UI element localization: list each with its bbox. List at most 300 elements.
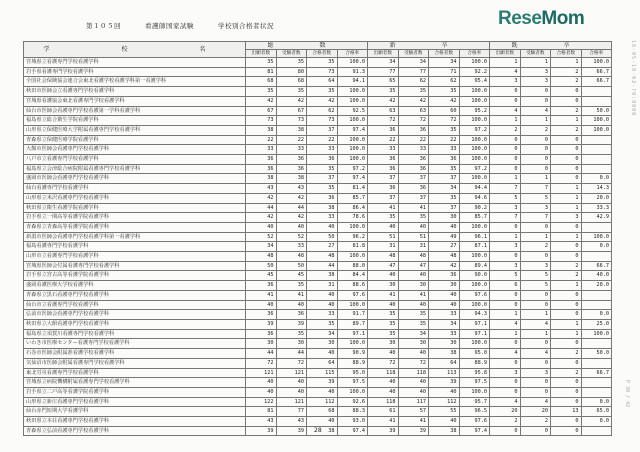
table-cell: 0: [490, 96, 521, 106]
exam-round: 第１０５回: [86, 22, 121, 30]
table-cell: 0: [551, 426, 582, 436]
table-cell: 3: [520, 77, 551, 87]
school-name: 秋田市医師会立看護専門学校看護学科: [24, 87, 246, 97]
table-cell: 64: [429, 358, 460, 368]
table-cell: 0: [551, 87, 582, 97]
table-cell: 35: [276, 329, 307, 339]
table-cell: 66.7: [581, 368, 612, 378]
table-cell: 13: [551, 407, 582, 417]
table-cell: 38: [307, 203, 338, 213]
table-cell: 0: [520, 358, 551, 368]
table-cell: 0: [551, 339, 582, 349]
table-cell: 42: [276, 213, 307, 223]
table-cell: 96.1: [459, 232, 490, 242]
table-cell: 73: [307, 116, 338, 126]
table-cell: 41: [276, 290, 307, 300]
table-cell: 0: [551, 290, 582, 300]
table-cell: 100.0: [459, 135, 490, 145]
table-cell: 35: [429, 193, 460, 203]
table-cell: 65: [368, 77, 399, 87]
table-cell: 50: [246, 261, 277, 271]
table-cell: 95.4: [459, 77, 490, 87]
table-cell: 1: [490, 329, 521, 339]
school-name: 石巻市医師会附属准看護学校看護学科: [24, 349, 246, 359]
table-cell: 1: [490, 232, 521, 242]
table-cell: 66.7: [581, 77, 612, 87]
table-cell: 3: [490, 261, 521, 271]
table-cell: 1: [490, 116, 521, 126]
table-cell: 0: [490, 378, 521, 388]
table-cell: 39: [307, 378, 338, 388]
table-cell: 100.0: [459, 300, 490, 310]
table-cell: 72: [368, 358, 399, 368]
table-cell: 14.3: [581, 184, 612, 194]
table-row: [24, 87, 612, 97]
table-cell: 48: [398, 252, 429, 262]
table-cell: 100.0: [459, 339, 490, 349]
results-table: [23, 41, 612, 436]
table-cell: 100.0: [581, 116, 612, 126]
table-cell: 88.9: [459, 358, 490, 368]
table-cell: 43: [246, 184, 277, 194]
table-cell: 42: [276, 193, 307, 203]
table-cell: 97.5: [459, 378, 490, 388]
table-cell: 22: [368, 135, 399, 145]
table-cell: 38: [276, 125, 307, 135]
table-cell: 34: [368, 58, 399, 68]
table-cell: 86.4: [337, 203, 368, 213]
table-cell: 97.6: [459, 417, 490, 427]
table-row: [24, 106, 612, 116]
school-name: 秋田県立本荘看護専門学校看護学科: [24, 417, 246, 427]
table-cell: 112: [429, 397, 460, 407]
column-header: 出願者数: [490, 50, 521, 58]
table-cell: 36: [276, 164, 307, 174]
table-cell: 35: [368, 213, 399, 223]
table-cell: 44: [246, 203, 277, 213]
exam-name: 看護師国家試験: [145, 22, 194, 30]
table-row: [24, 203, 612, 213]
table-row: [24, 378, 612, 388]
table-cell: 34: [398, 58, 429, 68]
table-cell: 40: [276, 387, 307, 397]
table-cell: 5: [520, 271, 551, 281]
table-cell: 0: [520, 426, 551, 436]
table-cell: 80: [276, 67, 307, 77]
school-name: 仙台看護専門学校看護学科: [24, 184, 246, 194]
table-row: [24, 174, 612, 184]
table-row: [24, 96, 612, 106]
column-header: 受験者数: [398, 50, 429, 58]
table-cell: 81.4: [337, 184, 368, 194]
table-cell: 35: [307, 87, 338, 97]
table-cell: 40: [398, 387, 429, 397]
table-cell: 4: [490, 397, 521, 407]
group-header-total: 総 数: [246, 42, 368, 50]
table-cell: 0: [490, 222, 521, 232]
table-cell: 2: [551, 106, 582, 116]
table-cell: 87.1: [459, 242, 490, 252]
table-cell: 34: [246, 242, 277, 252]
table-cell: 42: [398, 96, 429, 106]
table-cell: 34: [429, 58, 460, 68]
table-cell: 62: [429, 77, 460, 87]
table-cell: 118: [368, 368, 399, 378]
table-cell: 40: [368, 378, 399, 388]
table-cell: 39: [246, 426, 277, 436]
page-number: 28: [314, 427, 322, 434]
table-cell: 4: [520, 319, 551, 329]
table-cell: 0: [551, 222, 582, 232]
table-cell: 72: [368, 116, 399, 126]
table-cell: 57: [398, 407, 429, 417]
table-cell: 1: [520, 58, 551, 68]
table-cell: 5: [520, 281, 551, 291]
table-cell: 36: [398, 164, 429, 174]
school-name: 青森県立黒石看護専門学校看護学科: [24, 290, 246, 300]
table-cell: 36: [246, 310, 277, 320]
table-cell: 91.7: [337, 310, 368, 320]
table-cell: 94.1: [337, 77, 368, 87]
table-cell: 30: [276, 339, 307, 349]
table-cell: 40: [246, 378, 277, 388]
table-cell: 41: [368, 290, 399, 300]
table-cell: 100.0: [459, 96, 490, 106]
table-cell: 121: [276, 397, 307, 407]
table-cell: 36: [307, 155, 338, 165]
table-cell: 1: [551, 184, 582, 194]
table-row: [24, 310, 612, 320]
table-cell: 44: [307, 261, 338, 271]
table-cell: 37: [429, 203, 460, 213]
table-cell: 100.0: [581, 329, 612, 339]
table-cell: 0: [551, 135, 582, 145]
table-cell: 39: [246, 319, 277, 329]
table-cell: 62: [398, 77, 429, 87]
table-cell: 5: [520, 193, 551, 203]
school-name: 秋田県立衛生看護学院看護学科: [24, 203, 246, 213]
table-cell: 71: [429, 67, 460, 77]
table-cell: 48: [368, 252, 399, 262]
table-cell: 64: [307, 77, 338, 87]
table-cell: 47: [368, 261, 399, 271]
table-cell: 40: [398, 222, 429, 232]
table-cell: 50.0: [581, 349, 612, 359]
table-cell: 35: [368, 310, 399, 320]
table-cell: 1: [551, 232, 582, 242]
table-cell: [581, 135, 612, 145]
table-cell: [581, 252, 612, 262]
table-cell: 100.0: [459, 281, 490, 291]
school-name: 気仙沼市医師会附属看護専門学校看護学科: [24, 358, 246, 368]
table-cell: 3: [490, 242, 521, 252]
table-cell: 34: [429, 184, 460, 194]
table-cell: 22: [246, 135, 277, 145]
school-name: 仙台市立看護専門学校看護学科: [24, 300, 246, 310]
table-cell: 35: [307, 58, 338, 68]
school-name: 青森県立弘前看護専門学校看護学科: [24, 426, 246, 436]
table-cell: 1: [551, 319, 582, 329]
table-cell: 1: [520, 232, 551, 242]
table-cell: 33: [429, 329, 460, 339]
school-header: 学 校 名: [24, 42, 246, 58]
table-cell: 95.7: [459, 397, 490, 407]
table-cell: 3: [490, 368, 521, 378]
table-cell: 22: [276, 135, 307, 145]
table-row: [24, 290, 612, 300]
table-cell: 2: [520, 417, 551, 427]
table-cell: 36: [429, 155, 460, 165]
table-cell: 44: [276, 203, 307, 213]
table-cell: 88.9: [337, 358, 368, 368]
column-header: 合格者数: [429, 50, 460, 58]
table-cell: 97.4: [459, 426, 490, 436]
table-cell: 0: [490, 426, 521, 436]
table-cell: 100.0: [459, 174, 490, 184]
table-cell: 39: [429, 378, 460, 388]
side-stamp-code: 16-05-10-02-70:0000: [630, 40, 636, 117]
column-header: 受験者数: [276, 50, 307, 58]
table-cell: 30: [307, 339, 338, 349]
table-cell: 37: [368, 193, 399, 203]
table-cell: 100.0: [337, 145, 368, 155]
table-cell: 34: [307, 329, 338, 339]
table-cell: 77: [276, 407, 307, 417]
table-cell: 3: [490, 77, 521, 87]
column-header: 出願者数: [246, 50, 277, 58]
table-row: [24, 58, 612, 68]
table-cell: 4: [490, 67, 521, 77]
table-cell: 0: [490, 135, 521, 145]
table-cell: 40: [429, 417, 460, 427]
table-cell: 41: [368, 203, 399, 213]
table-cell: 0: [551, 252, 582, 262]
table-cell: 33: [307, 213, 338, 223]
table-cell: 42: [246, 96, 277, 106]
table-cell: 40: [307, 387, 338, 397]
table-row: [24, 417, 612, 427]
table-cell: 0.0: [581, 310, 612, 320]
table-cell: 36: [368, 155, 399, 165]
table-cell: 2: [551, 125, 582, 135]
table-row: [24, 329, 612, 339]
table-cell: 118: [398, 368, 429, 378]
table-cell: 66.7: [581, 261, 612, 271]
table-cell: 0.0: [581, 174, 612, 184]
table-cell: 97.6: [337, 290, 368, 300]
table-cell: 7: [520, 184, 551, 194]
table-cell: 39: [368, 426, 399, 436]
table-cell: 0: [551, 300, 582, 310]
table-cell: 0: [490, 387, 521, 397]
table-cell: 100.0: [337, 116, 368, 126]
table-cell: 42: [307, 96, 338, 106]
table-cell: 40: [429, 387, 460, 397]
table-cell: 35: [398, 213, 429, 223]
table-cell: 100.0: [459, 116, 490, 126]
table-cell: 6: [490, 281, 521, 291]
table-cell: 3: [520, 203, 551, 213]
table-cell: 38: [307, 426, 338, 436]
table-cell: 40: [246, 222, 277, 232]
table-cell: 100.0: [459, 87, 490, 97]
table-cell: 96.2: [337, 232, 368, 242]
table-cell: 30: [398, 339, 429, 349]
table-cell: 51: [398, 232, 429, 242]
table-cell: 35: [429, 125, 460, 135]
table-cell: 43: [246, 417, 277, 427]
table-row: [24, 261, 612, 271]
school-name: 福島看護専門学校看護学科: [24, 242, 246, 252]
table-cell: 100.0: [459, 387, 490, 397]
table-cell: 35: [276, 58, 307, 68]
table-cell: 95.0: [337, 368, 368, 378]
table-cell: 63: [368, 106, 399, 116]
school-name: 盛岡市医師会看護専門学校看護学科: [24, 174, 246, 184]
table-cell: 0: [520, 87, 551, 97]
table-cell: 2: [551, 77, 582, 87]
table-cell: 100.0: [337, 155, 368, 165]
table-cell: 20: [520, 407, 551, 417]
table-cell: 0: [551, 155, 582, 165]
table-cell: 42: [429, 261, 460, 271]
school-name: 宮城県医師会付属看護専門学校看護学科: [24, 261, 246, 271]
table-cell: 52: [276, 232, 307, 242]
table-row: [24, 77, 612, 87]
table-cell: 33: [276, 145, 307, 155]
school-name: 岩手県立一関高等看護学院看護学科: [24, 213, 246, 223]
table-cell: 100.0: [337, 96, 368, 106]
table-cell: 40: [246, 300, 277, 310]
table-cell: 35: [307, 184, 338, 194]
table-cell: 88.6: [337, 281, 368, 291]
school-name: 八戸市立看護専門学校看護学科: [24, 155, 246, 165]
school-name: 山形市立看護専門学校看護学科: [24, 252, 246, 262]
table-cell: 91.3: [337, 67, 368, 77]
document-heading: [86, 21, 298, 30]
table-cell: 90.9: [337, 349, 368, 359]
table-cell: 97.2: [459, 164, 490, 174]
column-header: 合格率: [459, 50, 490, 58]
table-cell: 0: [551, 378, 582, 388]
table-cell: 44: [246, 349, 277, 359]
table-cell: 37: [398, 193, 429, 203]
table-cell: 35: [276, 281, 307, 291]
table-cell: 3: [551, 213, 582, 223]
table-cell: 0: [551, 387, 582, 397]
table-cell: 35: [307, 319, 338, 329]
table-cell: 36: [398, 125, 429, 135]
table-cell: [581, 290, 612, 300]
table-cell: 73: [276, 116, 307, 126]
table-cell: 100.0: [581, 125, 612, 135]
table-cell: 50.0: [581, 106, 612, 116]
table-cell: 33: [429, 145, 460, 155]
table-cell: 37: [398, 174, 429, 184]
table-cell: 40: [307, 349, 338, 359]
table-cell: 40: [429, 222, 460, 232]
table-cell: 117: [398, 397, 429, 407]
table-cell: 38: [276, 174, 307, 184]
table-cell: 92.5: [337, 106, 368, 116]
table-cell: 1: [551, 281, 582, 291]
table-cell: 25.0: [581, 319, 612, 329]
table-row: [24, 349, 612, 359]
table-cell: 35: [246, 58, 277, 68]
table-cell: 35: [429, 87, 460, 97]
table-cell: 100.0: [337, 222, 368, 232]
table-cell: 45: [246, 271, 277, 281]
table-cell: 30: [429, 281, 460, 291]
table-cell: 31: [398, 242, 429, 252]
table-cell: 7: [490, 184, 521, 194]
table-cell: 40: [307, 290, 338, 300]
table-cell: 31: [368, 242, 399, 252]
table-cell: 72: [276, 358, 307, 368]
table-cell: 33: [368, 145, 399, 155]
table-cell: 33: [429, 310, 460, 320]
table-cell: 39: [398, 426, 429, 436]
table-row: [24, 145, 612, 155]
table-cell: 41: [398, 290, 429, 300]
table-cell: 100.0: [459, 252, 490, 262]
table-cell: 0: [520, 300, 551, 310]
table-cell: 4: [490, 349, 521, 359]
table-cell: 97.1: [459, 329, 490, 339]
table-cell: 0: [520, 96, 551, 106]
table-cell: 4: [520, 397, 551, 407]
table-cell: 27: [429, 242, 460, 252]
table-cell: 20: [490, 407, 521, 417]
table-cell: 100.0: [337, 300, 368, 310]
table-cell: 85.7: [337, 193, 368, 203]
table-cell: 4: [520, 106, 551, 116]
table-cell: 3: [490, 203, 521, 213]
table-cell: 48: [429, 252, 460, 262]
table-cell: 42: [368, 96, 399, 106]
table-cell: 34: [429, 319, 460, 329]
table-cell: 2: [551, 67, 582, 77]
table-cell: 1: [490, 310, 521, 320]
table-cell: 48: [246, 252, 277, 262]
table-cell: 100.0: [337, 252, 368, 262]
table-row: [24, 222, 612, 232]
table-cell: 1: [520, 329, 551, 339]
table-cell: 68: [276, 77, 307, 87]
table-cell: 31: [307, 281, 338, 291]
table-cell: 37: [307, 174, 338, 184]
table-cell: 121: [246, 368, 277, 378]
table-row: [24, 155, 612, 165]
school-name: 宮城県看護協会東北看護専門学校看護学科: [24, 96, 246, 106]
table-cell: 22: [307, 135, 338, 145]
table-cell: 121: [276, 368, 307, 378]
table-cell: 1: [520, 174, 551, 184]
table-cell: 72: [398, 358, 429, 368]
table-cell: 0: [551, 397, 582, 407]
table-cell: 47: [398, 261, 429, 271]
table-cell: 97.2: [337, 164, 368, 174]
table-cell: 40: [398, 378, 429, 388]
table-cell: 2: [520, 242, 551, 252]
table-cell: [581, 426, 612, 436]
table-cell: 33: [398, 145, 429, 155]
table-cell: 40: [368, 300, 399, 310]
table-row: [24, 116, 612, 126]
table-cell: 97.4: [337, 426, 368, 436]
table-cell: 92.2: [459, 67, 490, 77]
table-cell: 100.0: [459, 155, 490, 165]
